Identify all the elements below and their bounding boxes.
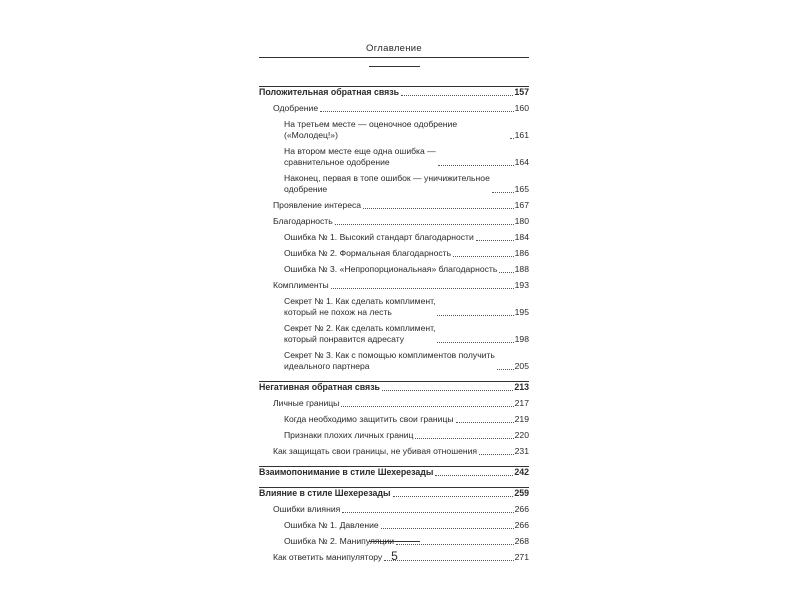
- dot-leader: [341, 406, 513, 407]
- toc-entry-title: Как защищать свои границы, не убивая отношения: [273, 446, 478, 456]
- dot-leader: [363, 208, 514, 209]
- toc-entry-level2: [259, 216, 529, 227]
- page-number: 5: [391, 549, 398, 563]
- toc-entry-level3: [259, 323, 529, 345]
- toc-entry-level2: [259, 280, 529, 291]
- toc-entry-title: Секрет № 3. Как с помощью комплиментов получить идеального партнера: [284, 350, 495, 371]
- toc-entry-page: 161: [514, 130, 529, 140]
- toc-entry-level3: [259, 248, 529, 259]
- toc-entry-level2: [259, 398, 529, 409]
- toc-entry-title: Ошибка № 3. «Непропорциональная» благодарность: [284, 264, 498, 274]
- toc-entry-level3: [259, 430, 529, 441]
- dot-leader: [437, 315, 513, 316]
- toc-entry-page: 205: [514, 361, 529, 371]
- toc-entry-level2: [259, 200, 529, 211]
- toc-entry-page: 188: [514, 264, 529, 274]
- toc-entry-level2: [259, 103, 529, 114]
- toc-entry-page: 198: [514, 334, 529, 344]
- toc-entry-title: Ошибка № 1. Давление: [284, 520, 379, 530]
- toc-entry-page: 184: [514, 232, 529, 242]
- toc-entry-level1: [259, 467, 529, 478]
- toc-entry-page: 160: [514, 103, 529, 113]
- toc-entry-page: 180: [514, 216, 529, 226]
- toc-entry-page: 165: [514, 184, 529, 194]
- dot-leader: [396, 544, 514, 545]
- toc-entry-level2: [259, 446, 529, 457]
- toc-entry-level1: [259, 382, 529, 393]
- toc-entry-page: 271: [514, 552, 529, 562]
- toc-entry-title: Благодарность: [273, 216, 333, 226]
- toc-entry-page: 164: [514, 157, 529, 167]
- dot-leader: [415, 438, 513, 439]
- toc-entry-page: 268: [514, 536, 529, 546]
- dot-leader: [510, 138, 514, 139]
- toc-entry-page: 195: [514, 307, 529, 317]
- toc-entry-page: 186: [514, 248, 529, 258]
- toc-entry-title: Комплименты: [273, 280, 329, 290]
- toc-entry-level3: [259, 414, 529, 425]
- dot-leader: [497, 369, 514, 370]
- dot-leader: [492, 192, 514, 193]
- header-short-rule: [369, 66, 420, 67]
- dot-leader: [320, 111, 514, 112]
- toc-entry-title: Взаимопонимание в стиле Шехерезады: [259, 467, 434, 477]
- dot-leader: [437, 342, 513, 343]
- dot-leader: [499, 272, 513, 273]
- toc-entry-title: Секрет № 1. Как сделать комплимент, который не похож на лесть: [284, 296, 436, 317]
- toc-entry-level3: [259, 232, 529, 243]
- toc-entry-level3: [259, 520, 529, 531]
- footer-rule: [369, 541, 420, 542]
- dot-leader: [476, 240, 514, 241]
- toc-entry-page: 266: [514, 504, 529, 514]
- toc-entry-page: 231: [514, 446, 529, 456]
- toc-entry-level3: [259, 296, 529, 318]
- dot-leader: [335, 224, 514, 225]
- dot-leader: [453, 256, 514, 257]
- toc-entry-title: Негативная обратная связь: [259, 382, 380, 392]
- toc-entry-page: 219: [514, 414, 529, 424]
- running-head-title: Оглавление: [366, 43, 422, 54]
- dot-leader: [393, 496, 514, 497]
- toc-entry-page: 193: [514, 280, 529, 290]
- toc-entry-title: Проявление интереса: [273, 200, 362, 210]
- toc-entry-title: На третьем месте — оценочное одобрение («Молодец!»): [284, 119, 458, 140]
- table-of-contents: [259, 86, 529, 563]
- toc-entry-level3: [259, 350, 529, 372]
- toc-entry-title: Ошибки влияния: [273, 504, 341, 514]
- toc-entry-page: 217: [514, 398, 529, 408]
- dot-leader: [381, 528, 514, 529]
- dot-leader: [438, 165, 514, 166]
- toc-entry-title: Влияние в стиле Шехерезады: [259, 488, 391, 498]
- toc-entry-title: Секрет № 2. Как сделать комплимент, который понравится адресату: [284, 323, 436, 344]
- toc-entry-page: 167: [514, 200, 529, 210]
- toc-entry-page: 259: [514, 488, 529, 498]
- toc-entry-title: Положительная обратная связь: [259, 87, 400, 97]
- dot-leader: [479, 454, 514, 455]
- toc-entry-level3: [259, 264, 529, 275]
- toc-entry-level3: [259, 146, 529, 168]
- toc-entry-title: Личные границы: [273, 398, 340, 408]
- dot-leader: [456, 422, 514, 423]
- toc-entry-level1: [259, 87, 529, 98]
- toc-entry-title: Ошибка № 2. Манипуляции: [284, 536, 395, 546]
- toc-entry-title: Ошибка № 2. Формальная благодарность: [284, 248, 452, 258]
- toc-entry-title: Одобрение: [273, 103, 319, 113]
- dot-leader: [401, 95, 513, 96]
- toc-entry-page: 220: [514, 430, 529, 440]
- toc-entry-page: 266: [514, 520, 529, 530]
- toc-entry-page: 242: [514, 467, 529, 477]
- toc-entry-title: Когда необходимо защитить свои границы: [284, 414, 454, 424]
- toc-entry-level3: [259, 173, 529, 195]
- toc-entry-title: Признаки плохих личных границ: [284, 430, 414, 440]
- dot-leader: [342, 512, 513, 513]
- toc-entry-title: Ошибка № 1. Высокий стандарт благодарности: [284, 232, 474, 242]
- toc-entry-level3: [259, 119, 529, 141]
- toc-entry-title: Наконец, первая в топе ошибок — уничижительное одобрение: [284, 173, 490, 194]
- dot-leader: [331, 288, 514, 289]
- toc-entry-level2: [259, 504, 529, 515]
- toc-entry-title: На втором месте еще одна ошибка — сравнительное одобрение: [284, 146, 436, 167]
- dot-leader: [382, 390, 513, 391]
- header-rule: [259, 57, 529, 58]
- toc-entry-page: 157: [514, 87, 529, 97]
- toc-entry-title: Как ответить манипулятору: [273, 552, 383, 562]
- dot-leader: [435, 475, 513, 476]
- toc-entry-level1: [259, 488, 529, 499]
- toc-entry-page: 213: [514, 382, 529, 392]
